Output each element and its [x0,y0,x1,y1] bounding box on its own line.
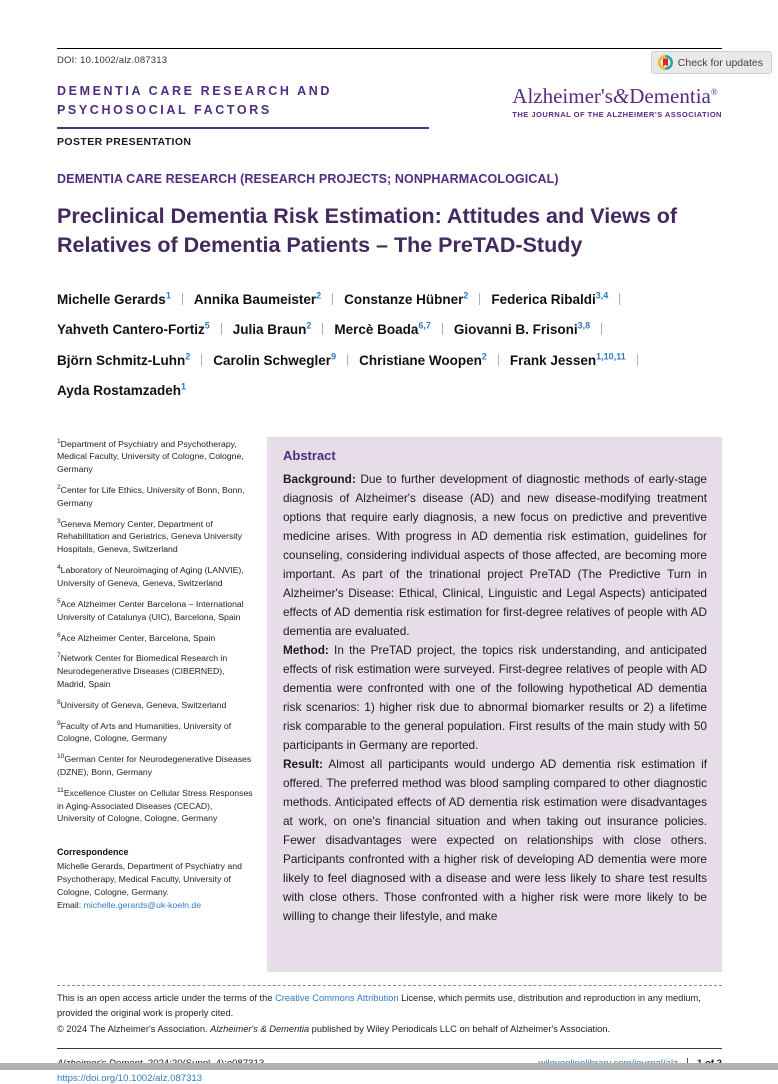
author-name: Yahveth Cantero-Fortiz [57,322,205,338]
affiliation-number: 11 [57,786,64,794]
affiliation-text: Network Center for Biomedical Research in Neurodegenerative Diseases (CIBERNED), Madrid, Spain [57,653,228,689]
correspondence-heading: Correspondence [57,847,129,858]
copyright-text [57,1022,722,1037]
author-affiliation-sup[interactable]: 9 [331,351,337,362]
author-separator [332,293,333,305]
bottom-scrollbar[interactable] [0,1063,778,1070]
affiliation-number: 7 [57,652,61,660]
author-separator [182,293,183,305]
category-heading: DEMENTIA CARE RESEARCH (RESEARCH PROJECTS; NONPHARMACOLOGICAL) [57,171,559,186]
affiliation-item [57,483,253,510]
author [57,322,210,337]
creative-commons-link[interactable]: Creative Commons Attribution [275,992,399,1003]
article-page [0,48,778,1084]
email-link[interactable]: michelle.gerards@uk-koeln.de [83,899,202,910]
article-type-label: POSTER PRESENTATION [57,135,192,148]
affiliation-item [57,752,253,779]
author-name: Giovanni B. Frisoni [453,322,578,338]
check-for-updates-label: Check for updates [677,56,763,69]
author [454,322,590,337]
author [194,292,321,307]
author-name: Frank Jessen [509,352,597,368]
result-label: Result: [283,756,323,771]
journal-tagline: THE JOURNAL OF THE ALZHEIMER'S ASSOCIATION [512,110,722,119]
footer-rule [57,1048,722,1049]
method-label: Method: [283,642,329,657]
author [359,353,487,368]
affiliation-number: 1 [57,437,61,445]
correspondence-text [57,860,253,912]
author-affiliation-sup[interactable]: 5 [204,320,210,331]
author-name: Björn Schmitz-Luhn [57,352,186,368]
affiliation-number: 8 [57,698,61,706]
email-label: Email: [57,899,84,910]
author-affiliation-sup[interactable]: 3,4 [595,290,609,301]
affiliation-number: 10 [57,753,65,761]
affiliation-item [57,517,253,557]
affiliation-text: Ace Alzheimer Center Barcelona – International University of Catalunya (UIC), Barcelona, Spain [57,598,244,622]
affiliation-item [57,698,253,712]
abstract-result [283,755,707,926]
check-for-updates-icon [658,55,673,70]
dashed-divider [57,985,722,986]
abstract-background [283,470,707,641]
author [344,292,468,307]
affiliation-item [57,631,253,645]
author-affiliation-sup[interactable]: 1 [165,290,171,301]
doi-text: DOI: 10.1002/alz.087313 [57,55,168,66]
author [57,383,186,398]
affiliation-text: Excellence Cluster on Cellular Stress Responses in Aging-Associated Diseases (CECAD), University of Cologne, Cologne, Germany [57,787,253,824]
author-list [57,285,712,407]
background-label: Background: [283,471,356,486]
author-separator [498,354,499,366]
author-affiliation-sup[interactable]: 2 [316,290,322,301]
registered-mark: ® [710,87,718,97]
journal-ampersand: & [612,84,630,108]
author-name: Mercè Boada [334,322,419,338]
check-for-updates-button[interactable] [651,51,772,74]
author [334,322,431,337]
author-name: Christiane Woopen [359,352,482,368]
author-affiliation-sup[interactable]: 2 [463,290,469,301]
author-separator [637,354,638,366]
section-underline [57,127,429,129]
affiliation-text: Center for Life Ethics, University of Bonn, Bonn, Germany [57,484,245,508]
author-affiliation-sup[interactable]: 1,10,11 [596,351,626,362]
author-name: Michelle Gerards [57,292,166,308]
method-text: In the PreTAD project, the topics risk understanding, and anticipated effects of risk estimation were surveyed. First-degree relatives of people with AD dementia were confronted with one of the following hypothetical AD dementia risk scenarios: 1) higher risk due to abnormal biomarker results or 2) a lifetime risk comparable to the general population. First results of the main study with 50 participants in Germany are reported. [283,642,707,752]
affiliation-text: Department of Psychiatry and Psychotherapy, Medical Faculty, University of Cologne, Cologne, Germany [57,438,244,475]
abstract-method [283,641,707,755]
background-text: Due to further development of diagnostic methods of early-stage diagnosis of Alzheimer's disease (AD) and new disease-modifying treatment options that require early diagnosis, a new focus on predictive and preventive medicine arises. With progress in AD dementia risk estimation, guidelines for counseling, considering individual aspects of those affected, are becoming more important. As part of the trinational project PreTAD (The Predictive Turn in Alzheimer's Disease: Ethical, Clinical, Linguistic and Legal Aspects) anticipated effects of AD dementia risk estimation for first-degree relatives of people with AD dementia are evaluated. [283,471,707,638]
affiliation-text: Laboratory of Neuroimaging of Aging (LANVIE), University of Geneva, Geneva, Switzerland [57,565,244,588]
abstract-heading: Abstract [283,447,336,463]
affiliation-number: 6 [57,631,61,639]
author [491,292,608,307]
author-affiliation-sup[interactable]: 3,8 [577,320,591,331]
author-name: Constanze Hübner [344,292,464,308]
author-separator [601,323,602,335]
affiliation-item [57,437,253,477]
author-separator [347,354,348,366]
author-name: Ayda Rostamzadeh [57,383,182,399]
author-separator [221,323,222,335]
affiliation-text: University of Geneva, Geneva, Switzerland [60,699,227,710]
affiliation-text: Ace Alzheimer Center, Barcelona, Spain [60,632,216,643]
author-separator [479,293,480,305]
copyright-journal-name: Alzheimer's & Dementia [210,1024,310,1035]
copyright-post: published by Wiley Periodicals LLC on behalf of Alzheimer's Association. [309,1024,611,1035]
affiliation-number: 4 [57,564,61,572]
author-name: Annika Baumeister [193,292,317,308]
author [233,322,312,337]
correspondence-block [57,847,253,912]
affiliation-number: 9 [57,719,61,727]
author-separator [201,354,202,366]
author [57,292,171,307]
result-text: Almost all participants would undergo AD dementia risk estimation if offered. The preferred method was blood sampling compared to other diagnostic methods. Anticipated effects of AD dementia risk estimation were disadvantages at work, on one's financial situation and when taking out insurance policies. Fewer disadvantages were expected on relationships with close others. Participants confronted with a higher risk of developing AD dementia were more likely to feel diagnosed with a disease and were less likely to share test results with close others. Those confronted with a higher risk were more likely to be willing to change their lifestyle, and make [283,756,707,923]
journal-name-left: Alzheimer's [512,84,613,108]
affiliation-item [57,563,253,590]
author-separator [442,323,443,335]
author-affiliation-sup[interactable]: 6,7 [418,320,431,331]
author-affiliation-sup[interactable]: 1 [181,381,187,392]
author-affiliation-sup[interactable]: 2 [306,320,312,331]
copyright-pre: © 2024 The Alzheimer's Association. [57,1024,211,1035]
affiliation-item [57,651,253,691]
top-rule [57,48,722,49]
author [510,353,626,368]
author [57,353,190,368]
journal-logo [512,84,722,148]
license-text [57,991,722,1022]
author-affiliation-sup[interactable]: 2 [185,351,191,362]
affiliation-item [57,719,253,746]
license-pre: This is an open access article under the terms of the [57,992,276,1003]
affiliation-text: German Center for Neurodegenerative Diseases (DZNE), Bonn, Germany [57,754,252,777]
section-block [57,82,447,148]
affiliation-number: 2 [57,484,61,492]
affiliation-text: Geneva Memory Center, Department of Rehabilitation and Geriatrics, Geneva University Hospitals, Geneva, Switzerland [57,518,242,555]
license-post: License, which permits use, distribution and reproduction in any medium, provided the original work is properly cited. [57,992,701,1018]
section-header: DEMENTIA CARE RESEARCH AND PSYCHOSOCIAL FACTORS [57,84,333,118]
author [213,353,336,368]
affiliation-item [57,786,253,826]
correspondence-address: Michelle Gerards, Department of Psychiatry and Psychotherapy, Medical Faculty, University of Cologne, Cologne, Germany. [57,861,242,898]
author-affiliation-sup[interactable]: 2 [481,351,487,362]
author-separator [322,323,323,335]
affiliation-text: Faculty of Arts and Humanities, University of Cologne, Cologne, Germany [57,720,232,744]
author-name: Carolin Schwegler [213,352,332,368]
author-name: Federica Ribaldi [491,292,596,308]
doi-url-link[interactable]: https://doi.org/10.1002/alz.087313 [57,1072,203,1084]
doi-link-row [57,1073,722,1084]
affiliation-number: 5 [57,597,61,605]
affiliation-number: 3 [57,517,61,525]
journal-name-right: Dementia [629,84,711,108]
affiliation-item [57,597,253,624]
abstract-box [267,437,722,972]
author-name: Julia Braun [232,322,307,338]
journal-logo-name [512,84,722,109]
affiliations-column [57,437,253,972]
article-title: Preclinical Dementia Risk Estimation: Attitudes and Views of Relatives of Dementia Patients – The PreTAD-Study [57,203,678,258]
author-separator [619,293,620,305]
